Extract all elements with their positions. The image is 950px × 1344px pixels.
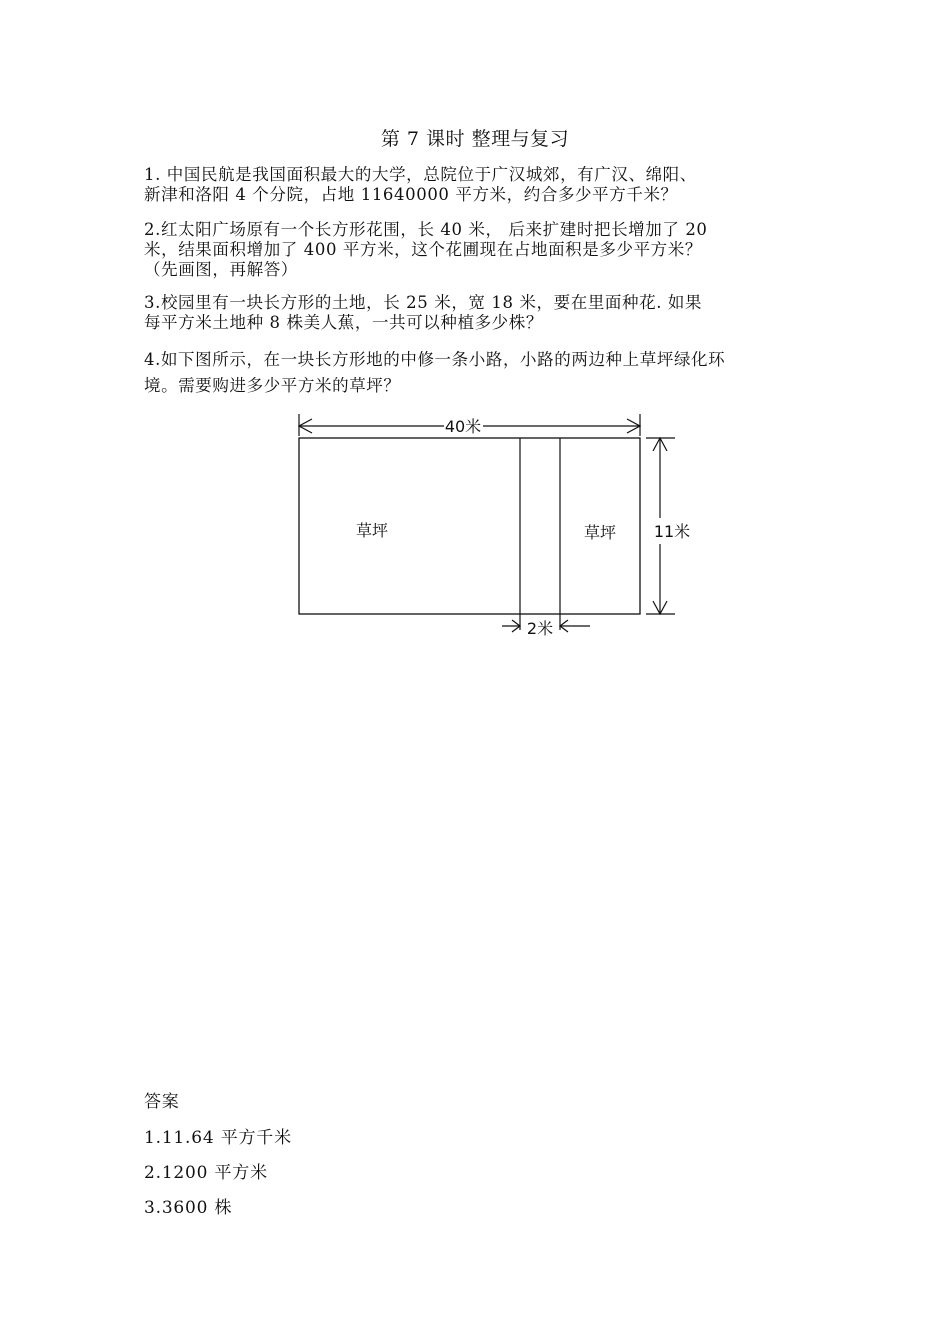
lawn-diagram bbox=[290, 408, 710, 648]
question-2: 2.红太阳广场原有一个长方形花围，长 40 米， 后来扩建时把长增加了 20 米，结果面积增加了 400 平方米，这个花圃现在占地面积是多少平方米？ （先画图，再解答） bbox=[144, 220, 708, 279]
question-1: 1. 中国民航是我国面积最大的大学，总院位于广汉城郊，有广汉、绵阳、 新津和洛阳 4 个分院，占地 11640000 平方米，约合多少平方千米？ bbox=[144, 165, 697, 204]
question-3: 3.校园里有一块长方形的土地，长 25 米，宽 18 米，要在里面种花. 如果 每平方米土地种 8 株美人蕉，一共可以种植多少株？ bbox=[144, 293, 703, 332]
top-dimension-label: 40米 bbox=[444, 417, 482, 436]
answer-1: 1.11.64 平方千米 bbox=[144, 1128, 292, 1148]
answers-heading: 答案 bbox=[144, 1092, 180, 1112]
left-lawn-label: 草坪 bbox=[355, 521, 389, 540]
right-dimension-label: 11米 bbox=[653, 522, 691, 541]
bottom-dimension-label: 2米 bbox=[526, 619, 554, 638]
answer-2: 2.1200 平方米 bbox=[144, 1163, 268, 1183]
page-title: 第 7 课时 整理与复习 bbox=[380, 128, 570, 150]
answer-3: 3.3600 株 bbox=[144, 1198, 233, 1218]
right-lawn-label: 草坪 bbox=[583, 523, 617, 542]
question-4: 4.如下图所示，在一块长方形地的中修一条小路，小路的两边种上草坪绿化环 境。需要购进多少平方米的草坪？ bbox=[144, 350, 726, 395]
